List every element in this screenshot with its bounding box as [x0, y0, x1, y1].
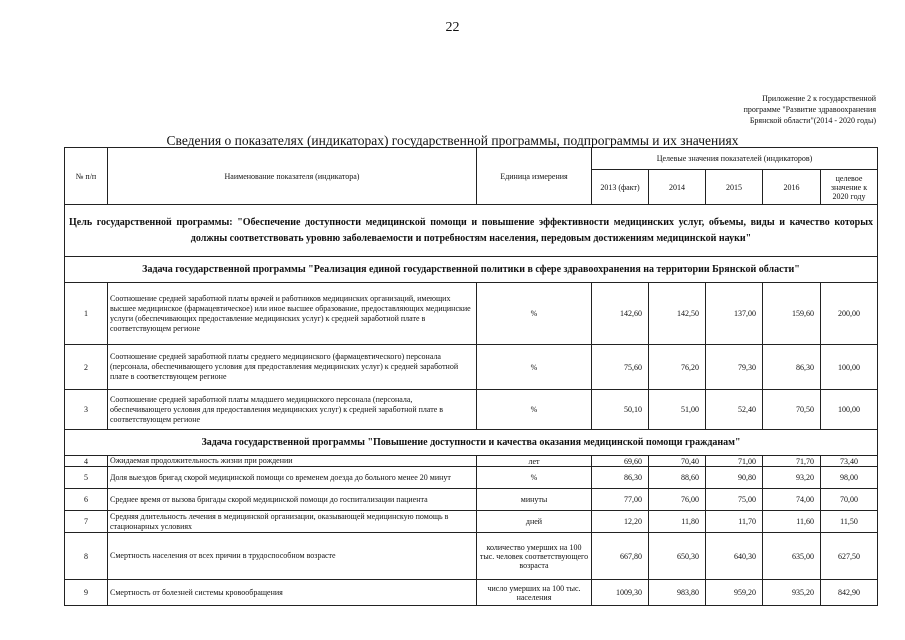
row-value-2015: 52,40	[706, 390, 763, 430]
row-value-2015: 137,00	[706, 283, 763, 345]
row-value-2014: 76,00	[649, 489, 706, 511]
appendix-line-1: Приложение 2 к государственной	[762, 94, 876, 103]
row-name: Средняя длительность лечения в медицинской организации, оказывающей медицинскую помощь в стационарных условиях	[108, 511, 477, 533]
table-row	[65, 390, 878, 430]
row-name: Соотношение средней заработной платы младшего медицинского персонала (персонала, обеспечивающего условия для предоставления медицинских услуг) к средней заработной плате в соответствующем регионе	[108, 390, 477, 430]
header-name: Наименование показателя (индикатора)	[108, 148, 477, 205]
table-row	[65, 467, 878, 489]
row-value-2016: 93,20	[763, 467, 821, 489]
row-value-2015: 79,30	[706, 345, 763, 390]
row-name: Доля выездов бригад скорой медицинской помощи со временем доезда до больного менее 20 минут	[108, 467, 477, 489]
row-value-2014: 650,30	[649, 533, 706, 580]
table-row	[65, 345, 878, 390]
row-value-2020: 627,50	[821, 533, 878, 580]
row-value-2013: 142,60	[592, 283, 649, 345]
row-value-2015: 75,00	[706, 489, 763, 511]
document-title: Сведения о показателях (индикаторах) государственной программы, подпрограммы и их значениях	[166, 133, 739, 148]
table-row	[65, 580, 878, 606]
row-value-2020: 73,40	[821, 456, 878, 467]
row-unit: дней	[477, 511, 592, 533]
row-value-2016: 159,60	[763, 283, 821, 345]
row-value-2014: 70,40	[649, 456, 706, 467]
row-num: 4	[65, 456, 108, 467]
row-unit: %	[477, 283, 592, 345]
row-value-2020: 70,00	[821, 489, 878, 511]
row-value-2016: 635,00	[763, 533, 821, 580]
table-row	[65, 489, 878, 511]
program-goal: Цель государственной программы: "Обеспечение доступности медицинской помощи и повышение эффективности медицинских услуг, объемы, виды и качество которых должны соответствовать уровню заболеваемости и потребностям населения, передовым достижениям медицинской науки"	[65, 205, 878, 257]
row-unit: количество умерших на 100 тыс. человек соответствующего возраста	[477, 533, 592, 580]
row-value-2016: 71,70	[763, 456, 821, 467]
row-unit: %	[477, 467, 592, 489]
appendix-note	[636, 93, 876, 126]
row-value-2013: 50,10	[592, 390, 649, 430]
row-num: 6	[65, 489, 108, 511]
task-row-1	[65, 257, 878, 283]
header-unit: Единица измерения	[477, 148, 592, 205]
row-value-2016: 935,20	[763, 580, 821, 606]
appendix-line-3: Брянской области"(2014 - 2020 годы)	[749, 116, 876, 125]
header-2015: 2015	[706, 170, 763, 205]
row-unit: %	[477, 390, 592, 430]
header-2016: 2016	[763, 170, 821, 205]
row-name: Соотношение средней заработной платы среднего медицинского (фармацевтического) персонала (персонала, обеспечивающего условия для предоставления медицинских услуг) к средней заработной плате в соответствующем регионе	[108, 345, 477, 390]
row-value-2013: 86,30	[592, 467, 649, 489]
row-value-2013: 75,60	[592, 345, 649, 390]
row-num: 7	[65, 511, 108, 533]
row-value-2015: 640,30	[706, 533, 763, 580]
row-value-2013: 77,00	[592, 489, 649, 511]
row-value-2015: 71,00	[706, 456, 763, 467]
row-value-2015: 959,20	[706, 580, 763, 606]
header-target-2020: целевое значение к 2020 году	[821, 170, 878, 205]
row-value-2020: 200,00	[821, 283, 878, 345]
row-num: 1	[65, 283, 108, 345]
row-value-2016: 86,30	[763, 345, 821, 390]
row-value-2013: 12,20	[592, 511, 649, 533]
row-name: Смертность от болезней системы кровообращения	[108, 580, 477, 606]
row-unit: минуты	[477, 489, 592, 511]
row-value-2020: 842,90	[821, 580, 878, 606]
header-targets-group: Целевые значения показателей (индикаторов)	[592, 148, 878, 170]
row-value-2015: 11,70	[706, 511, 763, 533]
row-value-2014: 88,60	[649, 467, 706, 489]
row-value-2016: 70,50	[763, 390, 821, 430]
row-num: 5	[65, 467, 108, 489]
goal-row	[65, 205, 878, 257]
row-value-2020: 100,00	[821, 345, 878, 390]
row-num: 9	[65, 580, 108, 606]
program-task-1: Задача государственной программы "Реализация единой государственной политики в сфере здравоохранения на территории Брянской области"	[65, 257, 878, 283]
row-value-2015: 90,80	[706, 467, 763, 489]
row-num: 8	[65, 533, 108, 580]
header-num: № п/п	[65, 148, 108, 205]
row-value-2016: 74,00	[763, 489, 821, 511]
row-name: Ожидаемая продолжительность жизни при рождении	[108, 456, 477, 467]
indicators-table	[64, 147, 878, 606]
program-task-2: Задача государственной программы "Повышение доступности и качества оказания медицинской помощи гражданам"	[65, 430, 878, 456]
row-value-2013: 1009,30	[592, 580, 649, 606]
row-name: Соотношение средней заработной платы врачей и работников медицинских организаций, имеющих высшее медицинское (фармацевтическое) или иное высшее образование, предоставляющих медицинские услуги (обеспечивающих предоставление медицинских услуг) к средней заработной плате в соответствующем регионе	[108, 283, 477, 345]
table-row	[65, 533, 878, 580]
row-unit: лет	[477, 456, 592, 467]
row-num: 2	[65, 345, 108, 390]
row-value-2013: 667,80	[592, 533, 649, 580]
row-unit: %	[477, 345, 592, 390]
row-name: Смертность населения от всех причин в трудоспособном возрасте	[108, 533, 477, 580]
header-row	[65, 148, 878, 170]
row-value-2020: 11,50	[821, 511, 878, 533]
row-value-2014: 51,00	[649, 390, 706, 430]
header-2014: 2014	[649, 170, 706, 205]
row-value-2013: 69,60	[592, 456, 649, 467]
row-unit: число умерших на 100 тыс. населения	[477, 580, 592, 606]
row-value-2016: 11,60	[763, 511, 821, 533]
page-number: 22	[445, 20, 460, 35]
row-name: Среднее время от вызова бригады скорой медицинской помощи до госпитализации пациента	[108, 489, 477, 511]
row-value-2014: 11,80	[649, 511, 706, 533]
table-row	[65, 456, 878, 467]
row-num: 3	[65, 390, 108, 430]
table-row	[65, 283, 878, 345]
task-row-2	[65, 430, 878, 456]
row-value-2014: 142,50	[649, 283, 706, 345]
row-value-2014: 76,20	[649, 345, 706, 390]
row-value-2020: 98,00	[821, 467, 878, 489]
table-row	[65, 511, 878, 533]
appendix-line-2: программе "Развитие здравоохранения	[743, 105, 876, 114]
header-2013: 2013 (факт)	[592, 170, 649, 205]
row-value-2020: 100,00	[821, 390, 878, 430]
row-value-2014: 983,80	[649, 580, 706, 606]
